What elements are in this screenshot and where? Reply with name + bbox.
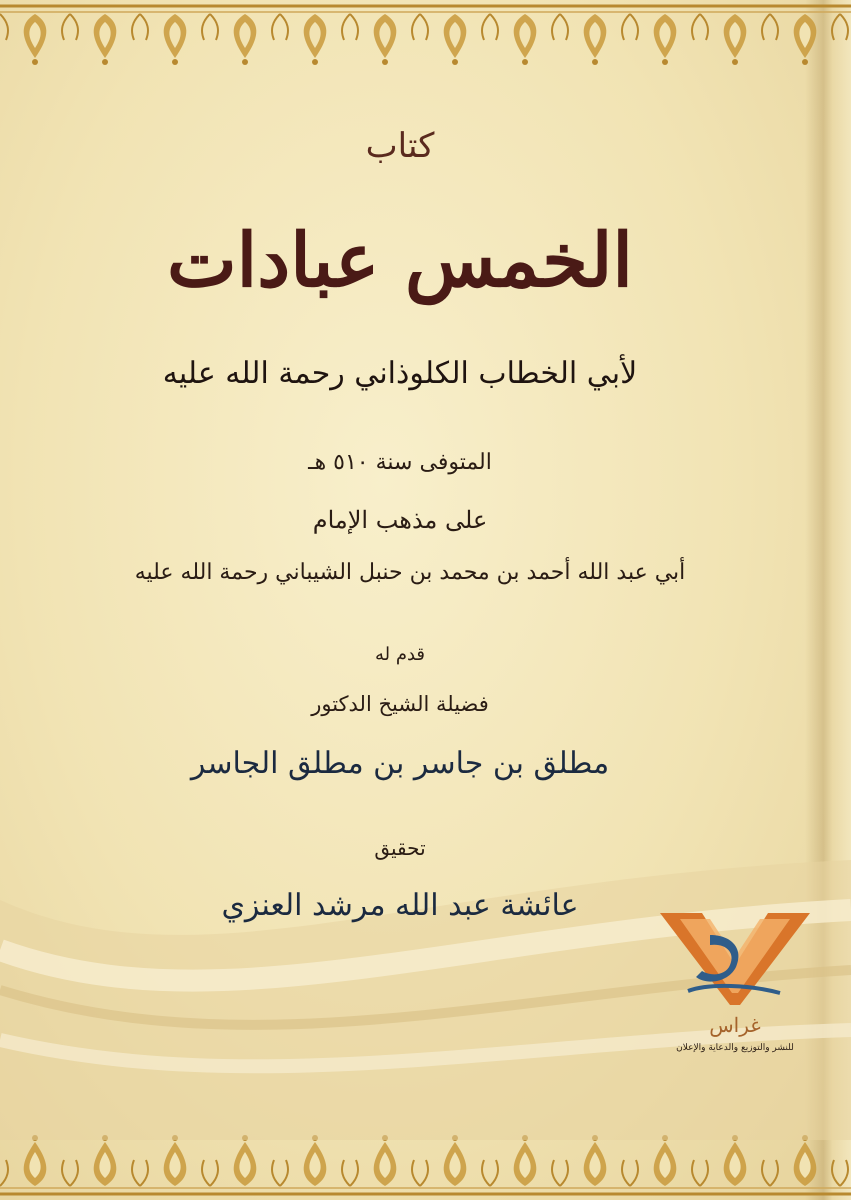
editor-name: عائشة عبد الله مرشد العنزي xyxy=(221,888,579,923)
book-label: كتاب xyxy=(365,126,435,166)
bottom-border-pattern xyxy=(0,1130,851,1200)
tahqiq-label: تحقيق xyxy=(374,836,426,860)
imam-name: أبي عبد الله أحمد بن محمد بن حنبل الشيباني رحمة الله عليه xyxy=(134,560,686,585)
death-date: المتوفى سنة ٥١٠ هـ xyxy=(308,450,492,475)
top-ornament-border xyxy=(0,0,851,70)
author-line: لأبي الخطاب الكلوذاني رحمة الله عليه xyxy=(162,356,638,391)
sheikh-name: مطلق بن جاسر بن مطلق الجاسر xyxy=(190,746,610,781)
publisher-name: غراس xyxy=(709,1013,761,1037)
sheikh-title: فضيلة الشيخ الدكتور xyxy=(311,692,489,716)
bottom-ornament-border xyxy=(0,1130,851,1200)
publisher-emblem-icon xyxy=(640,905,830,1015)
madhhab-label: على مذهب الإمام xyxy=(312,506,488,534)
publisher-logo xyxy=(640,905,830,1065)
book-title: الخمس عبادات xyxy=(167,218,633,304)
top-border-pattern xyxy=(0,0,851,70)
presented-by-label: قدم له xyxy=(374,644,426,665)
publisher-tagline: للنشر والتوزيع والدعاية والإعلان xyxy=(676,1043,794,1053)
